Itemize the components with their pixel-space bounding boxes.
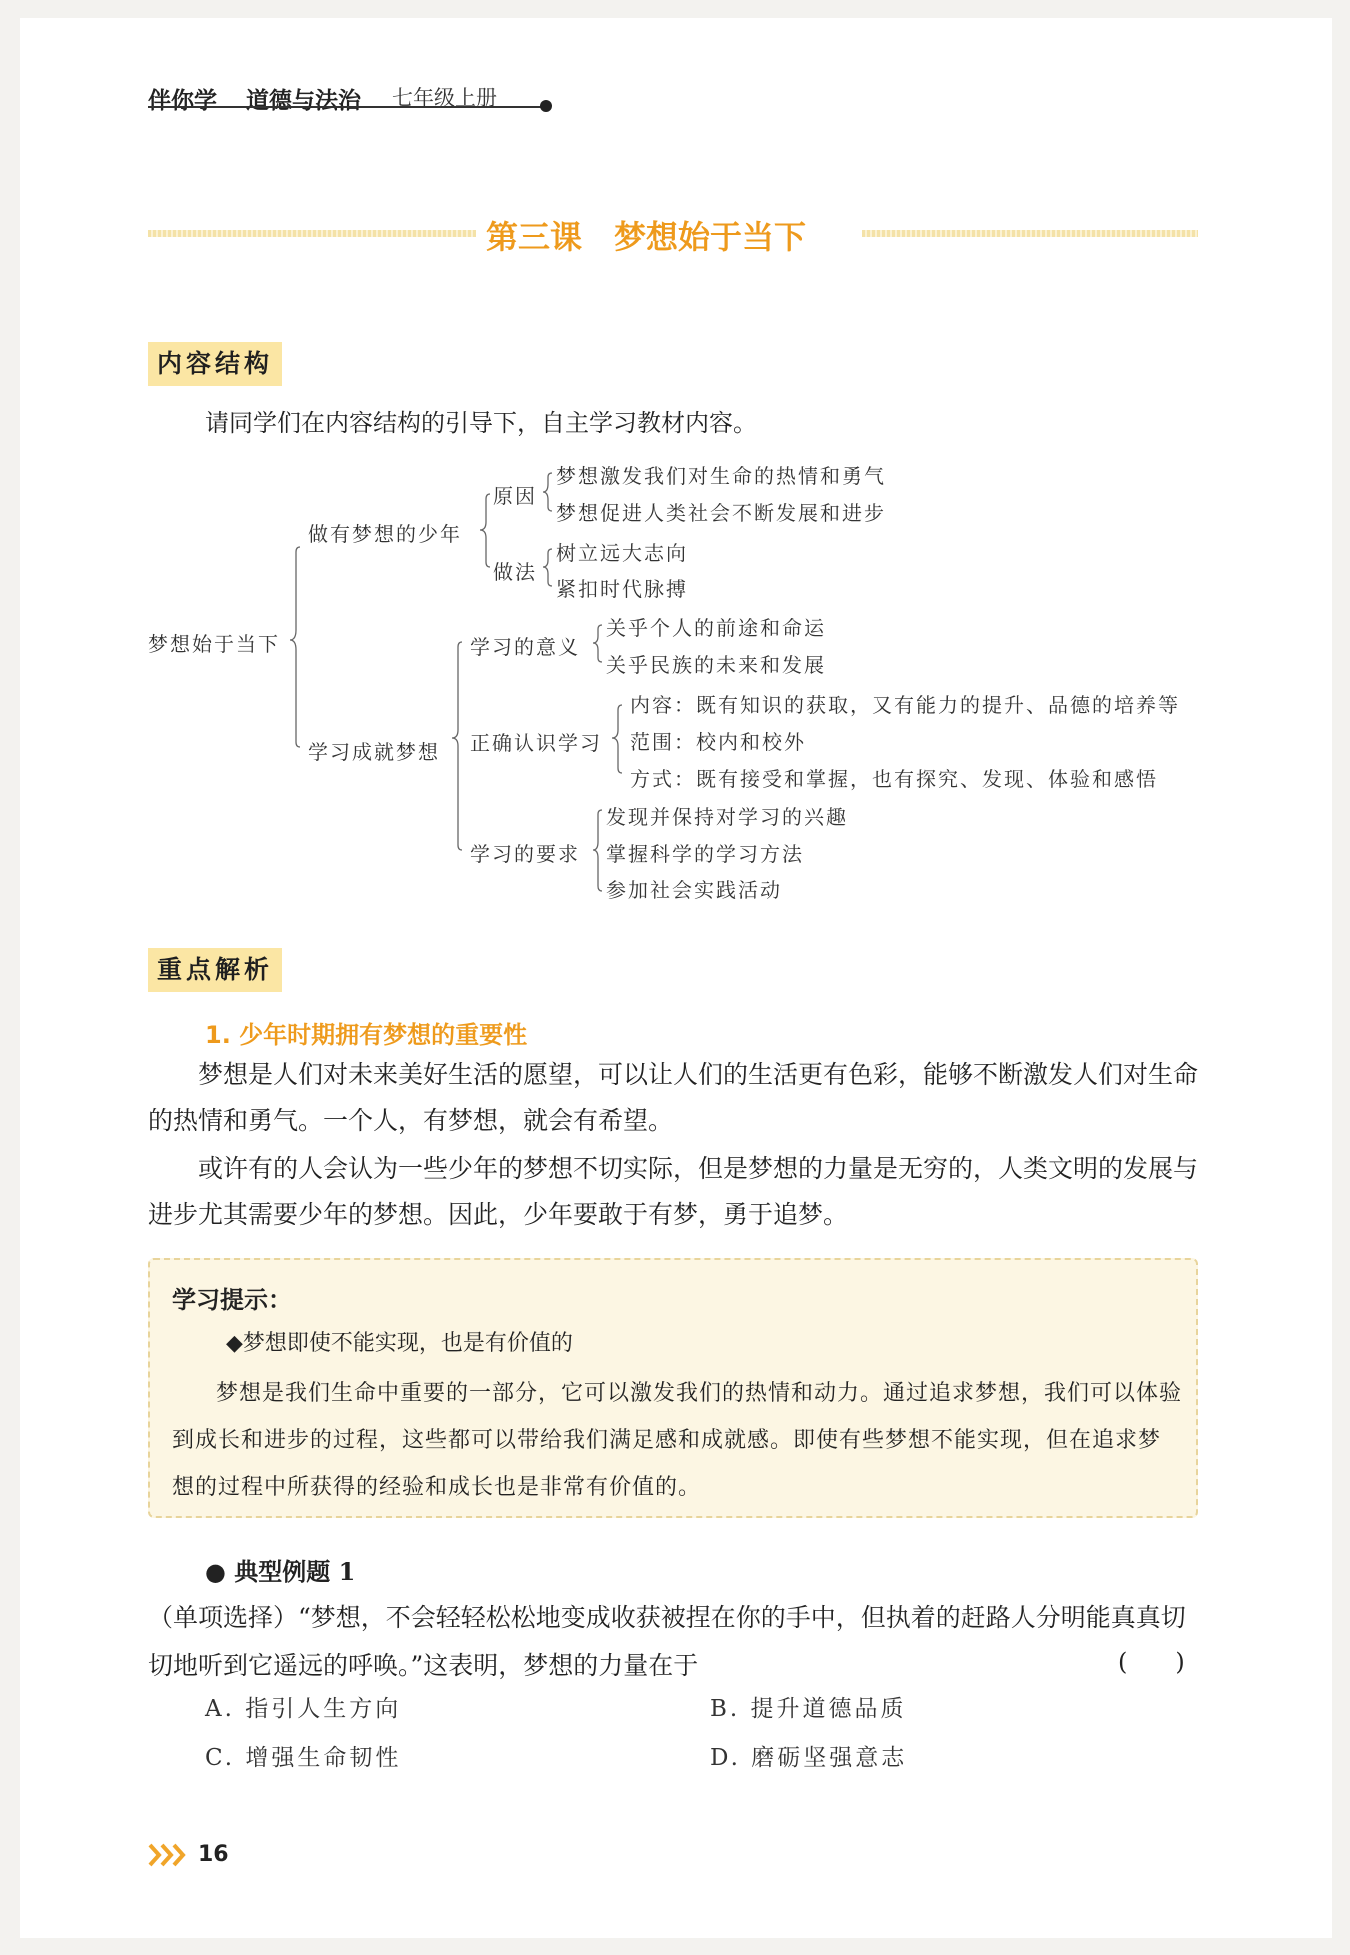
page-number: 16: [198, 1842, 229, 1867]
option-d: D. 磨砺坚强意志: [710, 1745, 908, 1771]
header-subject: 道德与法治: [246, 88, 361, 114]
outline-reason-item: 梦想促进人类社会不断发展和进步: [556, 501, 886, 525]
outline-method-label: 做法: [493, 560, 537, 584]
section-label-structure: 内容结构: [148, 342, 282, 386]
answer-blank: ( ): [1118, 1648, 1185, 1676]
outline-reason-label: 原因: [493, 484, 537, 508]
tips-text: 梦想是我们生命中重要的一部分，它可以激发我们的热情和动力。通过追求梦想，我们可以体验到成长和进步的过程，这些都可以带给我们满足感和成就感。即使有些梦想不能实现，但在追求梦想的过程中所获得的经验和成长也是非常有价值的。: [172, 1381, 1183, 1500]
outline-method-item: 紧扣时代脉搏: [556, 577, 688, 601]
lesson-title: 第三课 梦想始于当下: [486, 218, 807, 256]
outline-understand-item: 范围：校内和校外: [630, 730, 806, 754]
option-a: A. 指引人生方向: [205, 1696, 402, 1722]
header-series: 伴你学: [148, 88, 217, 114]
chevrons-icon: [148, 1842, 190, 1868]
outline-require-item: 发现并保持对学习的兴趣: [606, 805, 848, 829]
outline-require-item: 掌握科学的学习方法: [606, 842, 804, 866]
outline-require-item: 参加社会实践活动: [606, 878, 782, 902]
outline-meaning-item: 关乎民族的未来和发展: [606, 653, 826, 677]
outline-meaning-item: 关乎个人的前途和命运: [606, 616, 826, 640]
outline-reason-item: 梦想激发我们对生命的热情和勇气: [556, 464, 886, 488]
paragraph: 梦想是人们对未来美好生活的愿望，可以让人们的生活更有色彩，能够不断激发人们对生命的热情和勇气。一个人，有梦想，就会有希望。: [148, 1060, 1199, 1135]
tips-title: 学习提示：: [172, 1286, 292, 1314]
paragraph: 或许有的人会认为一些少年的梦想不切实际，但是梦想的力量是无穷的，人类文明的发展与进步尤其需要少年的梦想。因此，少年要敢于有梦，勇于追梦。: [148, 1154, 1199, 1229]
header-grade: 七年级上册: [392, 86, 497, 110]
example-label: ● 典型例题 1: [205, 1557, 356, 1586]
question-text: （单项选择）“梦想，不会轻轻松松地变成收获被捏在你的手中，但执着的赶路人分明能真真切切地听到它遥远的呼唤。”这表明，梦想的力量在于: [148, 1603, 1186, 1680]
outline-understand-label: 正确认识学习: [470, 731, 602, 755]
option-b: B. 提升道德品质: [710, 1696, 907, 1722]
outline-understand-item: 内容：既有知识的获取，又有能力的提升、品德的培养等: [630, 693, 1180, 717]
outline-method-item: 树立远大志向: [556, 541, 688, 565]
tips-bullet: ◆梦想即使不能实现，也是有价值的: [226, 1331, 573, 1356]
outline-understand-item: 方式：既有接受和掌握，也有探究、发现、体验和感悟: [630, 767, 1158, 791]
outline-require-label: 学习的要求: [470, 842, 580, 866]
structure-intro: 请同学们在内容结构的引导下，自主学习教材内容。: [205, 409, 757, 437]
outline-branch-study: 学习成就梦想: [308, 740, 440, 764]
point-heading: 1. 少年时期拥有梦想的重要性: [205, 1021, 528, 1049]
option-c: C. 增强生命韧性: [205, 1745, 402, 1771]
outline-branch-dream: 做有梦想的少年: [308, 522, 462, 546]
outline-meaning-label: 学习的意义: [470, 635, 580, 659]
section-label-key: 重点解析: [148, 948, 282, 992]
outline-root: 梦想始于当下: [148, 632, 280, 656]
